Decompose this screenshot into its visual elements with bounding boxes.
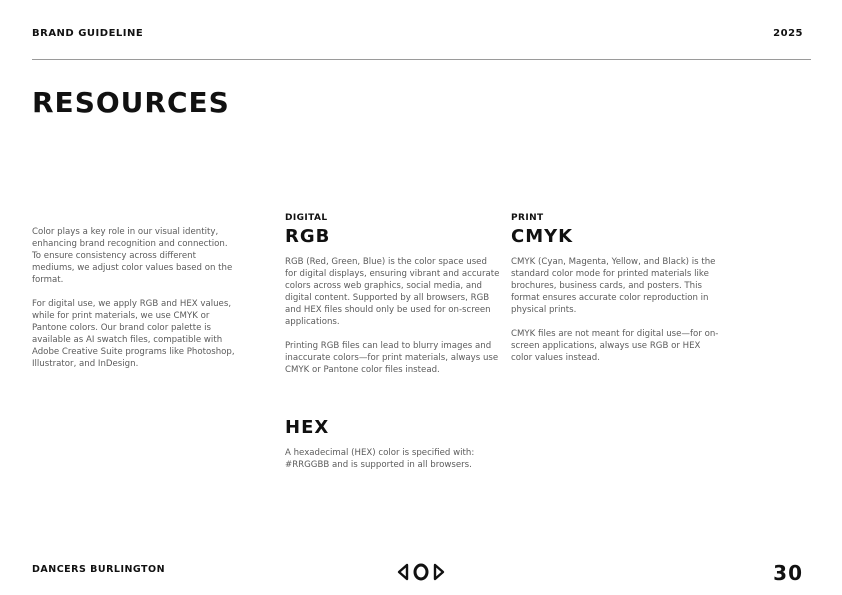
dancers-logo-icon: [397, 563, 445, 581]
cmyk-title: CMYK: [511, 226, 574, 247]
digital-section: [285, 213, 500, 388]
rgb-paragraph-1: RGB (Red, Green, Blue) is the color space used for digital displays, ensuring vibrant and accurate colors across web graphics, social media, and digital content. Supported by all browsers, RGB and HEX files should only be used for on-screen applications.: [285, 257, 500, 327]
page-title: RESOURCES: [32, 86, 230, 119]
hex-paragraph: A hexadecimal (HEX) color is specified with: #RRGGBB and is supported in all browsers.: [285, 448, 475, 470]
intro-paragraph-1: Color plays a key role in our visual identity, enhancing brand recognition and connection. To ensure consistency across different mediums, we adjust color values based on the format.: [32, 227, 233, 285]
print-section: [511, 213, 723, 376]
rgb-title: RGB: [285, 226, 331, 247]
header-left: BRAND GUIDELINE: [32, 28, 144, 39]
rgb-paragraph-2: Printing RGB files can lead to blurry images and inaccurate colors—for print materials, always use CMYK or Pantone color files instead.: [285, 341, 499, 375]
intro-paragraph-2: For digital use, we apply RGB and HEX values, while for print materials, we use CMYK or Pantone colors. Our brand color palette is available as AI swatch files, compatible with Adobe Creative Suite programs like Photoshop, Illustrator, and InDesign.: [32, 299, 235, 369]
intro-section: [32, 226, 238, 382]
cmyk-paragraph-2: CMYK files are not meant for digital use—for on-screen applications, always use RGB or HEX color values instead.: [511, 329, 719, 363]
page-number: 30: [773, 561, 803, 585]
print-label: PRINT: [511, 213, 544, 223]
hex-section: [285, 417, 500, 483]
digital-label: DIGITAL: [285, 213, 328, 223]
footer-brand: DANCERS BURLINGTON: [32, 564, 166, 575]
cmyk-paragraph-1: CMYK (Cyan, Magenta, Yellow, and Black) is the standard color mode for printed materials like brochures, business cards, and posters. This format ensures accurate color reproduction in physical prints.: [511, 257, 716, 315]
header-year: 2025: [773, 28, 803, 39]
header-divider: [32, 59, 811, 60]
hex-title: HEX: [285, 417, 330, 438]
